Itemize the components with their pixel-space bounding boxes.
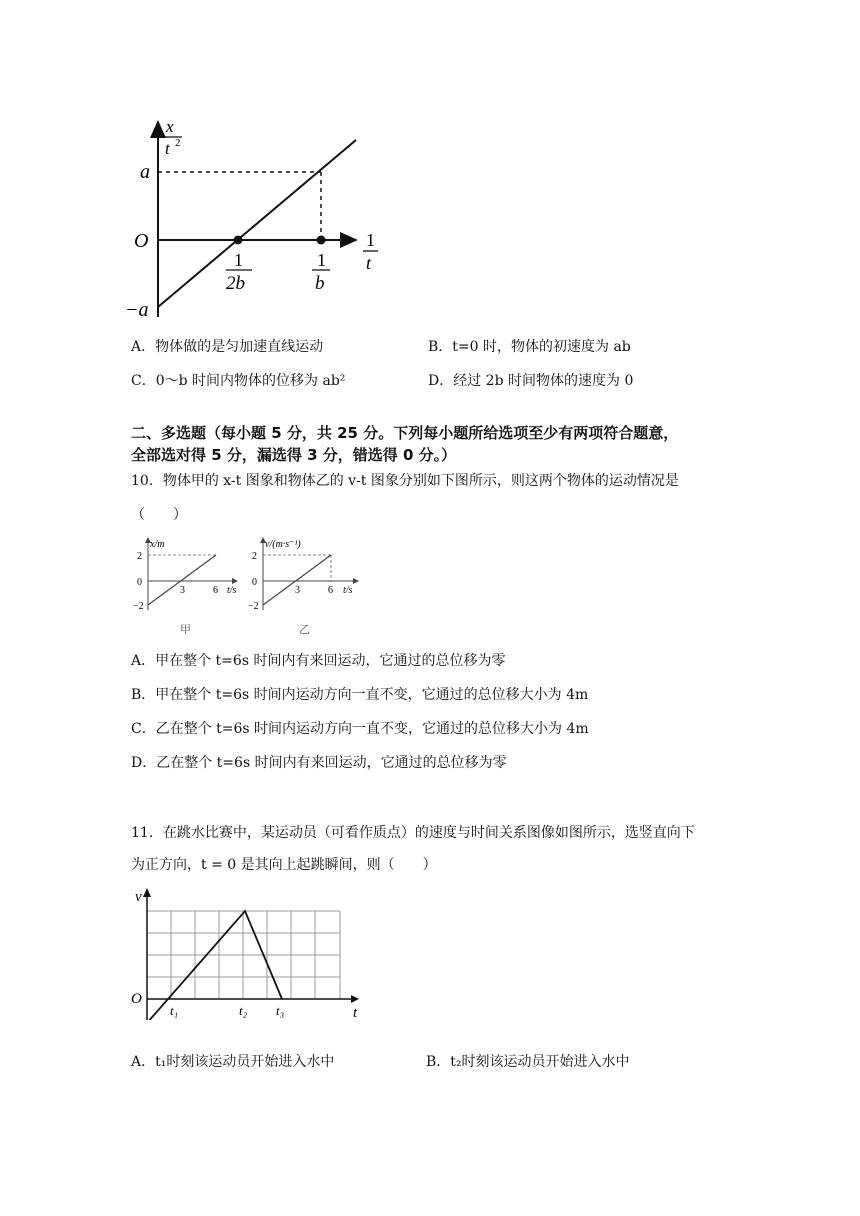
q10-bracket: （ ） (131, 507, 187, 523)
q10-option-c: C．乙在整个 t=6s 时间内运动方向一直不变，它通过的总位移大小为 4m (131, 721, 589, 737)
q10-jia-line (148, 555, 216, 605)
q11-option-a: A．t₁时刻该运动员开始进入水中 (131, 1054, 335, 1070)
q9-label-O: O (134, 230, 149, 252)
q11-stem-line2: 为正方向，t = 0 是其向上起跳瞬间，则（ ） (131, 857, 437, 873)
q10-jia-ytop: 2 (137, 551, 142, 562)
q11-t2: t₂ (239, 1003, 248, 1018)
q11-vt-line (147, 911, 285, 1020)
q9-point-1 (234, 236, 243, 245)
q9-option-c: C．0～b 时间内物体的位移为 ab² (131, 373, 346, 389)
section-heading-line2: 全部选对得 5 分，漏选得 3 分，错选得 0 分。） (131, 446, 457, 464)
q11-origin: O (131, 991, 142, 1007)
q10-yi-xlabel: t/s (343, 585, 353, 596)
q10-graph-jia (128, 535, 248, 645)
q10-jia-xend: 6 (213, 585, 218, 596)
q10-option-d: D．乙在整个 t=6s 时间内有来回运动，它通过的总位移为零 (131, 755, 507, 771)
q10-option-b: B．甲在整个 t=6s 时间内运动方向一直不变，它通过的总位移大小为 4m (131, 687, 589, 703)
q11-graph (125, 885, 375, 1020)
q9-tick2-den: b (315, 273, 325, 294)
q9-graph (120, 112, 400, 327)
q9-tick2-num: 1 (317, 250, 326, 270)
q10-yi-xmid: 3 (295, 585, 300, 596)
q9-label-neg-a: −a (125, 299, 149, 321)
q11-ylabel: v (135, 889, 142, 905)
q10-yi-yzero: 0 (252, 577, 257, 588)
q10-yi-line (263, 555, 331, 605)
q11-t3: t₃ (276, 1003, 285, 1018)
q10-yi-xend: 6 (328, 585, 333, 596)
q9-tick1-den: 2b (226, 273, 245, 294)
q10-jia-caption: 甲 (180, 624, 191, 636)
q9-ylabel-num: x (166, 117, 174, 136)
q11-stem-line1: 11．在跳水比赛中，某运动员（可看作质点）的速度与时间关系图像如图所示，选竖直向下 (131, 825, 695, 841)
q10-jia-ybottom: −2 (133, 601, 144, 612)
q9-tick1-num: 1 (234, 250, 243, 270)
q9-option-d: D．经过 2b 时间物体的速度为 0 (428, 373, 634, 389)
section-heading-line1: 二、多选题（每小题 5 分，共 25 分。下列每小题所给选项至少有两项符合题意， (131, 424, 679, 442)
q9-point-2 (317, 236, 326, 245)
q10-stem: 10．物体甲的 x-t 图象和物体乙的 v-t 图象分别如下图所示，则这两个物体的运动情况是 (131, 473, 679, 489)
q10-yi-ytop: 2 (252, 551, 257, 562)
q11-grid (147, 911, 340, 999)
q10-jia-xlabel: t/s (227, 585, 237, 596)
q9-line (158, 140, 356, 307)
q9-label-a: a (140, 161, 150, 183)
q10-jia-xmid: 3 (180, 585, 185, 596)
q9-option-b: B．t=0 时，物体的初速度为 ab (428, 339, 631, 355)
q10-jia-yzero: 0 (137, 577, 142, 588)
q9-ylabel-sup: 2 (175, 137, 181, 149)
q11-option-b: B．t₂时刻该运动员开始进入水中 (426, 1054, 630, 1070)
q10-option-a: A．甲在整个 t=6s 时间内有来回运动，它通过的总位移为零 (131, 653, 506, 669)
q10-yi-caption: 乙 (299, 624, 310, 636)
q10-yi-ylabel: v/(m·s⁻¹) (265, 539, 301, 550)
q10-graph-yi (243, 535, 373, 645)
q9-option-a: A．物体做的是匀加速直线运动 (131, 339, 324, 355)
q10-yi-ybottom: −2 (248, 601, 259, 612)
q11-t1: t₁ (170, 1003, 179, 1018)
q11-xlabel: t (353, 1005, 358, 1020)
q9-ylabel-den: t (165, 139, 170, 158)
q10-jia-ylabel: x/m (150, 539, 165, 550)
q9-xlabel-den: t (366, 253, 372, 273)
q9-xlabel-num: 1 (366, 230, 375, 250)
